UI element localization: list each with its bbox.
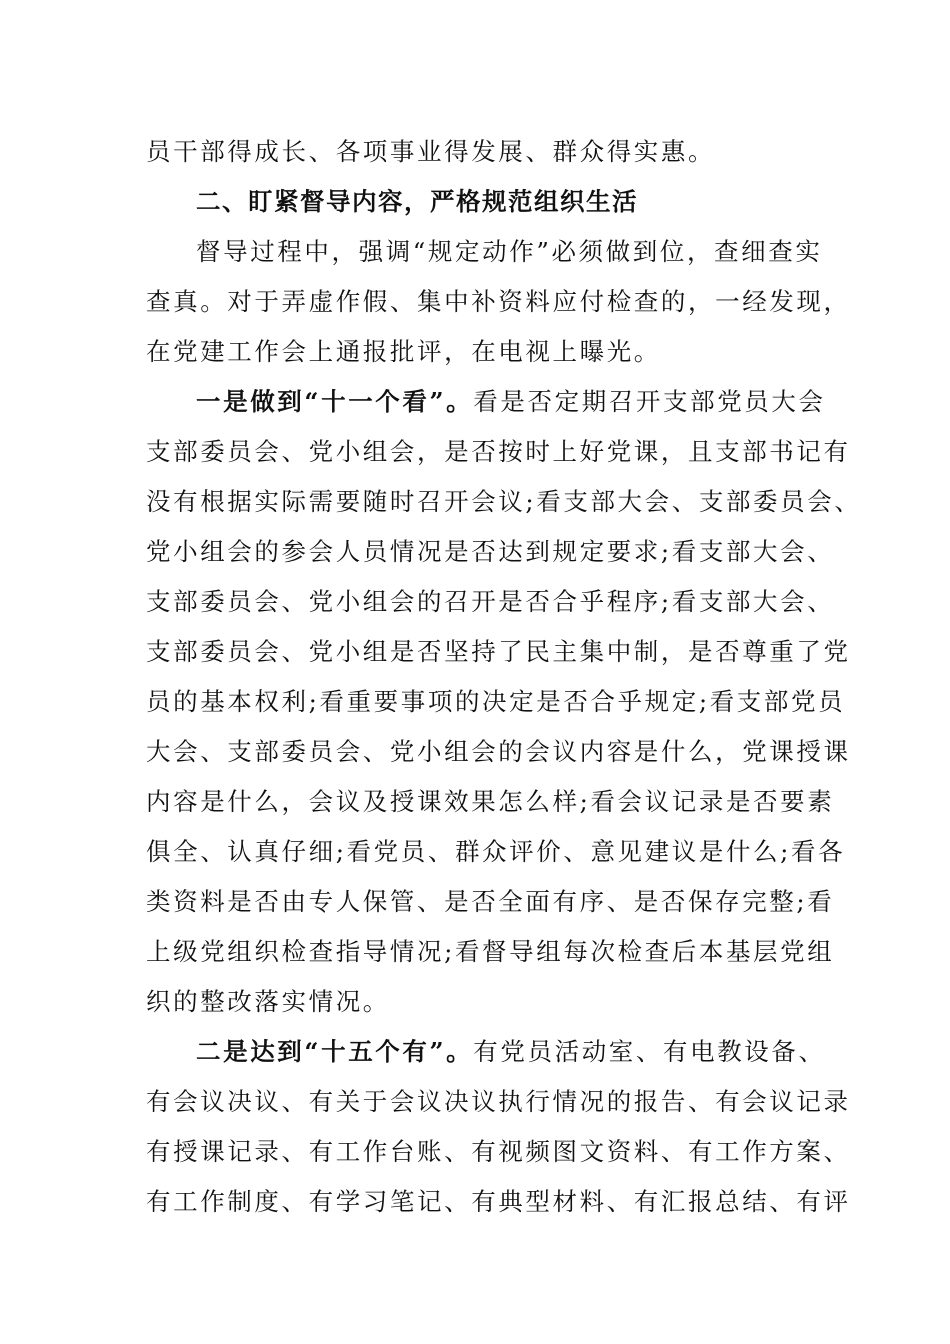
paragraph-line (196, 1036, 826, 1068)
paragraph-lead: 二是达到“十五个有”。 (196, 1037, 474, 1066)
paragraph-lead: 一是做到“十一个看”。 (196, 387, 474, 416)
paragraph-text: 看是否定期召开支部党员大会 (473, 387, 826, 416)
paragraph-line: 有会议决议、有关于会议决议执行情况的报告、有会议记录 (146, 1087, 851, 1116)
paragraph-line (196, 386, 826, 418)
paragraph-line: 有工作制度、有学习笔记、有典型材料、有汇报总结、有评 (146, 1187, 851, 1216)
paragraph-text: 有党员活动室、有电教设备、 (473, 1037, 826, 1066)
paragraph-line: 支部委员会、党小组会，是否按时上好党课，且支部书记有 (146, 437, 851, 466)
section-heading: 二、盯紧督导内容，严格规范组织生活 (196, 187, 638, 216)
paragraph-line: 在党建工作会上通报批评，在电视上曝光。 (146, 337, 661, 366)
paragraph-line: 没有根据实际需要随时召开会议;看支部大会、支部委员会、 (146, 487, 862, 516)
paragraph-line: 类资料是否由专人保管、是否全面有序、是否保存完整;看 (146, 887, 835, 916)
paragraph-line: 织的整改落实情况。 (146, 987, 390, 1016)
paragraph-line: 支部委员会、党小组会的召开是否合乎程序;看支部大会、 (146, 587, 835, 616)
paragraph-line: 上级党组织检查指导情况;看督导组每次检查后本基层党组 (146, 937, 835, 966)
paragraph-line: 大会、支部委员会、党小组会的会议内容是什么，党课授课 (146, 737, 851, 766)
paragraph-line: 员的基本权利;看重要事项的决定是否合乎规定;看支部党员 (146, 687, 846, 716)
paragraph-text: 员干部得成长、各项事业得发展、群众得实惠。 (146, 137, 716, 166)
paragraph-line: 督导过程中，强调“规定动作”必须做到位，查细查实 (196, 237, 823, 266)
paragraph-line: 支部委员会、党小组是否坚持了民主集中制，是否尊重了党 (146, 637, 851, 666)
paragraph-line: 党小组会的参会人员情况是否达到规定要求;看支部大会、 (146, 537, 835, 566)
paragraph-line: 有授课记录、有工作台账、有视频图文资料、有工作方案、 (146, 1137, 851, 1166)
paragraph-line: 俱全、认真仔细;看党员、群众评价、意见建议是什么;看各 (146, 837, 846, 866)
paragraph-line: 内容是什么，会议及授课效果怎么样;看会议记录是否要素 (146, 787, 835, 816)
paragraph-line: 查真。对于弄虚作假、集中补资料应付检查的，一经发现， (146, 287, 851, 316)
